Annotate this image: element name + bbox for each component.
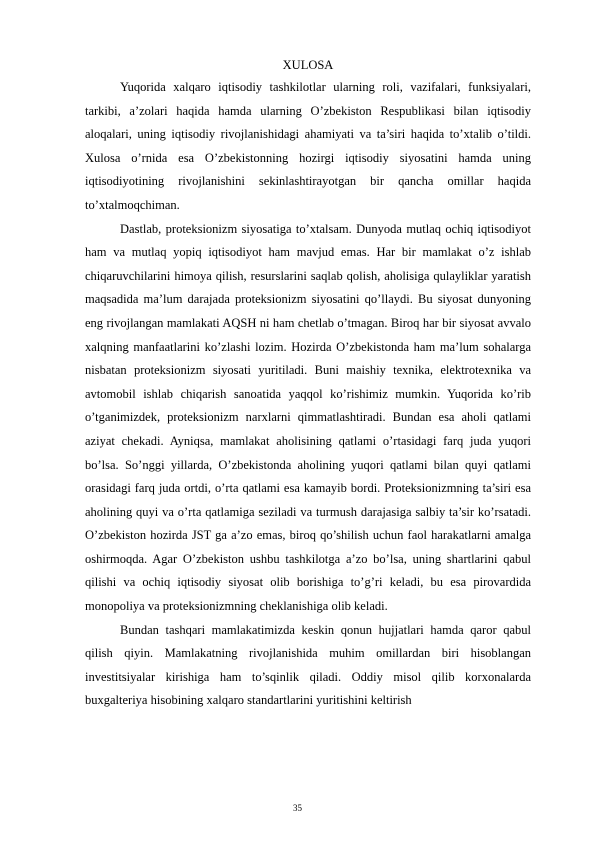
paragraph-protectionism: Dastlab, proteksionizm siyosatiga to’xtalsam. Dunyoda mutlaq ochiq iqtisodiyot ham va mutlaq yopiq iqtisodiyot ham mavjud emas. Har bir mamlakat o’z ishlab chiqaruvchilarini himoya qilish, resurslarini saqlab qolish, aholisiga qulayliklar yaratish maqsadida ma’lum darajada proteksionizm siyosatini qo’llaydi. Bu siyosat dunyoning eng rivojlangan mamlakati AQSH ni ham chetlab o’tmagan. Biroq har bir siyosat avvalo xalqning manfaatlarini ko’zlashi lozim. Hozirda O’zbekistonda ham ma’lum sohalarga nisbatan proteksionizm siyosati yuritiladi. Buni maishiy texnika, elektrotexnika va avtomobil ishlab chiqarish sanoatida yaqqol ko’rishimiz mumkin. Yuqorida ko’rib o’tganimizdek, proteksionizm narxlarni qimmatlashtiradi. Bundan esa aholi qatlami aziyat chekadi. Ayniqsa, mamlakat aholisining qatlami o’rtasidagi farq juda yuqori bo’lsa. So’nggi yillarda, O’zbekistonda aholining yuqori qatlami bilan quyi qatlami orasidagi farq juda ortdi, o’rta qatlami esa kamayib bordi. Proteksionizmning ta’siri esa aholining quyi va o’rta qatlamiga seziladi va turmush darajasiga salbiy ta’sir ko’rsatadi. O’zbekiston hozirda JST ga a’zo emas, biroq qo’shilish uchun faol harakatlarni amalga oshirmoqda. Agar O’zbekiston ushbu tashkilotga a’zo bo’lsa, uning shartlarini qabul qilishi va ochiq iqtisodiy siyosat olib borishiga to’g’ri keladi, bu esa pirovardida monopoliya va proteksionizmning cheklanishiga olib keladi. bbox=[85, 221, 531, 614]
page-title: XULOSA bbox=[282, 58, 334, 72]
paragraph-legislation: Bundan tashqari mamlakatimizda keskin qonun hujjatlari hamda qaror qabul qilish qiyin. Mamlakatning rivojlanishida muhim omillardan biri hisoblangan investitsiyalar kirishiga ham to’sqinlik qiladi. Oddiy misol qilib korxonalarda buxgalteriya hisobining xalqaro standartlarini yuritishini keltirish bbox=[85, 622, 531, 708]
paragraph-intro: Yuqorida xalqaro iqtisodiy tashkilotlar ularning roli, vazifalari, funksiyalari, tarkibi, a’zolari haqida hamda ularning O’zbekiston Respublikasi bilan iqtisodiy aloqalari, uning iqtisodiy rivojlanishidagi ahamiyati va ta’siri haqida to’xtalib o’tildi. Xulosa o’rnida esa O’zbekistonning hozirgi iqtisodiy siyosatini hamda uning iqtisodiyotining rivojlanishini sekinlashtirayotgan bir qancha omillar haqida to’xtalmoqchiman. bbox=[85, 80, 531, 212]
document-page bbox=[85, 57, 531, 713]
page-number: 35 bbox=[293, 803, 302, 813]
